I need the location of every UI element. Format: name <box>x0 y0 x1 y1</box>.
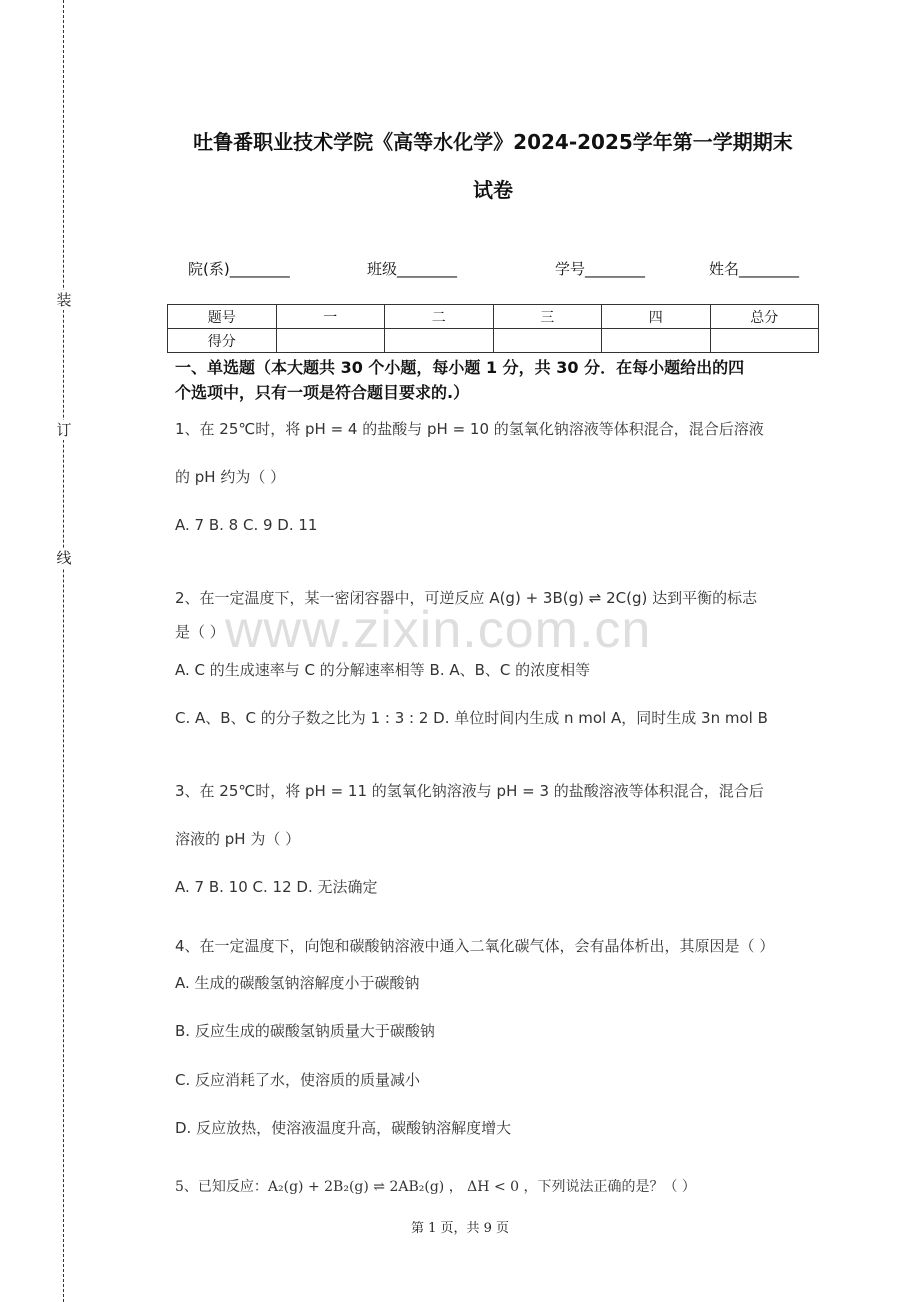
question-1-line2: 的 pH 约为（ ） <box>175 468 286 486</box>
section-heading-line1: 一、单选题（本大题共 30 个小题，每小题 1 分，共 30 分．在每小题给出的四 <box>175 358 745 377</box>
watermark: www.zixin.com.cn <box>225 601 652 659</box>
score-table-header-cell: 三 <box>493 305 602 329</box>
question-4-line1: 4、在一定温度下，向饱和碳酸钠溶液中通入二氧化碳气体，会有晶体析出，其原因是（ ） <box>175 937 775 955</box>
score-table-header-cell: 一 <box>276 305 385 329</box>
score-table-score-row <box>168 329 819 353</box>
binding-char-xian: 线 <box>56 549 72 567</box>
exam-title-line1: 吐鲁番职业技术学院《高等水化学》2024-2025学年第一学期期末 <box>193 130 793 154</box>
question-3-line2: 溶液的 pH 为（ ） <box>175 830 301 848</box>
score-cell <box>493 329 602 353</box>
score-table-header-cell: 题号 <box>168 305 277 329</box>
question-2-options-1: A. C 的生成速率与 C 的分解速率相等 B. A、B、C 的浓度相等 <box>175 661 591 679</box>
question-4-option-d: D. 反应放热，使溶液温度升高，碳酸钠溶解度增大 <box>175 1119 512 1137</box>
score-table-header-row <box>168 305 819 329</box>
score-table-header-cell: 四 <box>602 305 711 329</box>
section-heading <box>175 355 825 405</box>
score-cell <box>385 329 494 353</box>
exam-title-line2: 试卷 <box>473 178 513 202</box>
question-2-options-2: C. A、B、C 的分子数之比为 1 : 3 : 2 D. 单位时间内生成 n mol A，同时生成 3n mol B <box>175 709 768 727</box>
question-5-line1: 5、已知反应：A₂(g) + 2B₂(g) ⇌ 2AB₂(g) ， ΔH < 0 ，下列说法正确的是？（ ） <box>175 1179 696 1195</box>
binding-dashed-line <box>63 0 64 1302</box>
question-1-options: A. 7 B. 8 C. 9 D. 11 <box>175 516 318 534</box>
dept-field: 院(系)________ <box>188 260 290 278</box>
question-4-option-c: C. 反应消耗了水，使溶质的质量减小 <box>175 1071 421 1089</box>
page-footer: 第 1 页，共 9 页 <box>410 1221 510 1236</box>
question-4-option-a: A. 生成的碳酸氢钠溶解度小于碳酸钠 <box>175 974 420 992</box>
question-1-line1: 1、在 25℃时，将 pH = 4 的盐酸与 pH = 10 的氢氧化钠溶液等体积混合，混合后溶液 <box>175 420 764 438</box>
score-row-label: 得分 <box>168 329 277 353</box>
binding-char-ding: 订 <box>56 421 72 439</box>
question-3-line1: 3、在 25℃时，将 pH = 11 的氢氧化钠溶液与 pH = 3 的盐酸溶液等体积混合，混合后 <box>175 782 764 800</box>
class-field: 班级________ <box>367 260 458 278</box>
name-field: 姓名________ <box>709 260 800 278</box>
score-table <box>167 304 819 353</box>
question-2-line2: 是（ ） <box>175 623 225 641</box>
binding-char-zhuang: 装 <box>56 291 72 309</box>
score-cell <box>602 329 711 353</box>
score-table-header-cell: 总分 <box>710 305 819 329</box>
question-4-option-b: B. 反应生成的碳酸氢钠质量大于碳酸钠 <box>175 1022 435 1040</box>
student-id-field: 学号________ <box>555 260 646 278</box>
question-3-options: A. 7 B. 10 C. 12 D. 无法确定 <box>175 878 378 896</box>
score-table-header-cell: 二 <box>385 305 494 329</box>
question-2-line1: 2、在一定温度下，某一密闭容器中，可逆反应 A(g) + 3B(g) ⇌ 2C(g) 达到平衡的标志 <box>175 589 758 607</box>
score-cell <box>710 329 819 353</box>
score-cell <box>276 329 385 353</box>
section-heading-line2: 个选项中，只有一项是符合题目要求的.） <box>175 383 470 402</box>
